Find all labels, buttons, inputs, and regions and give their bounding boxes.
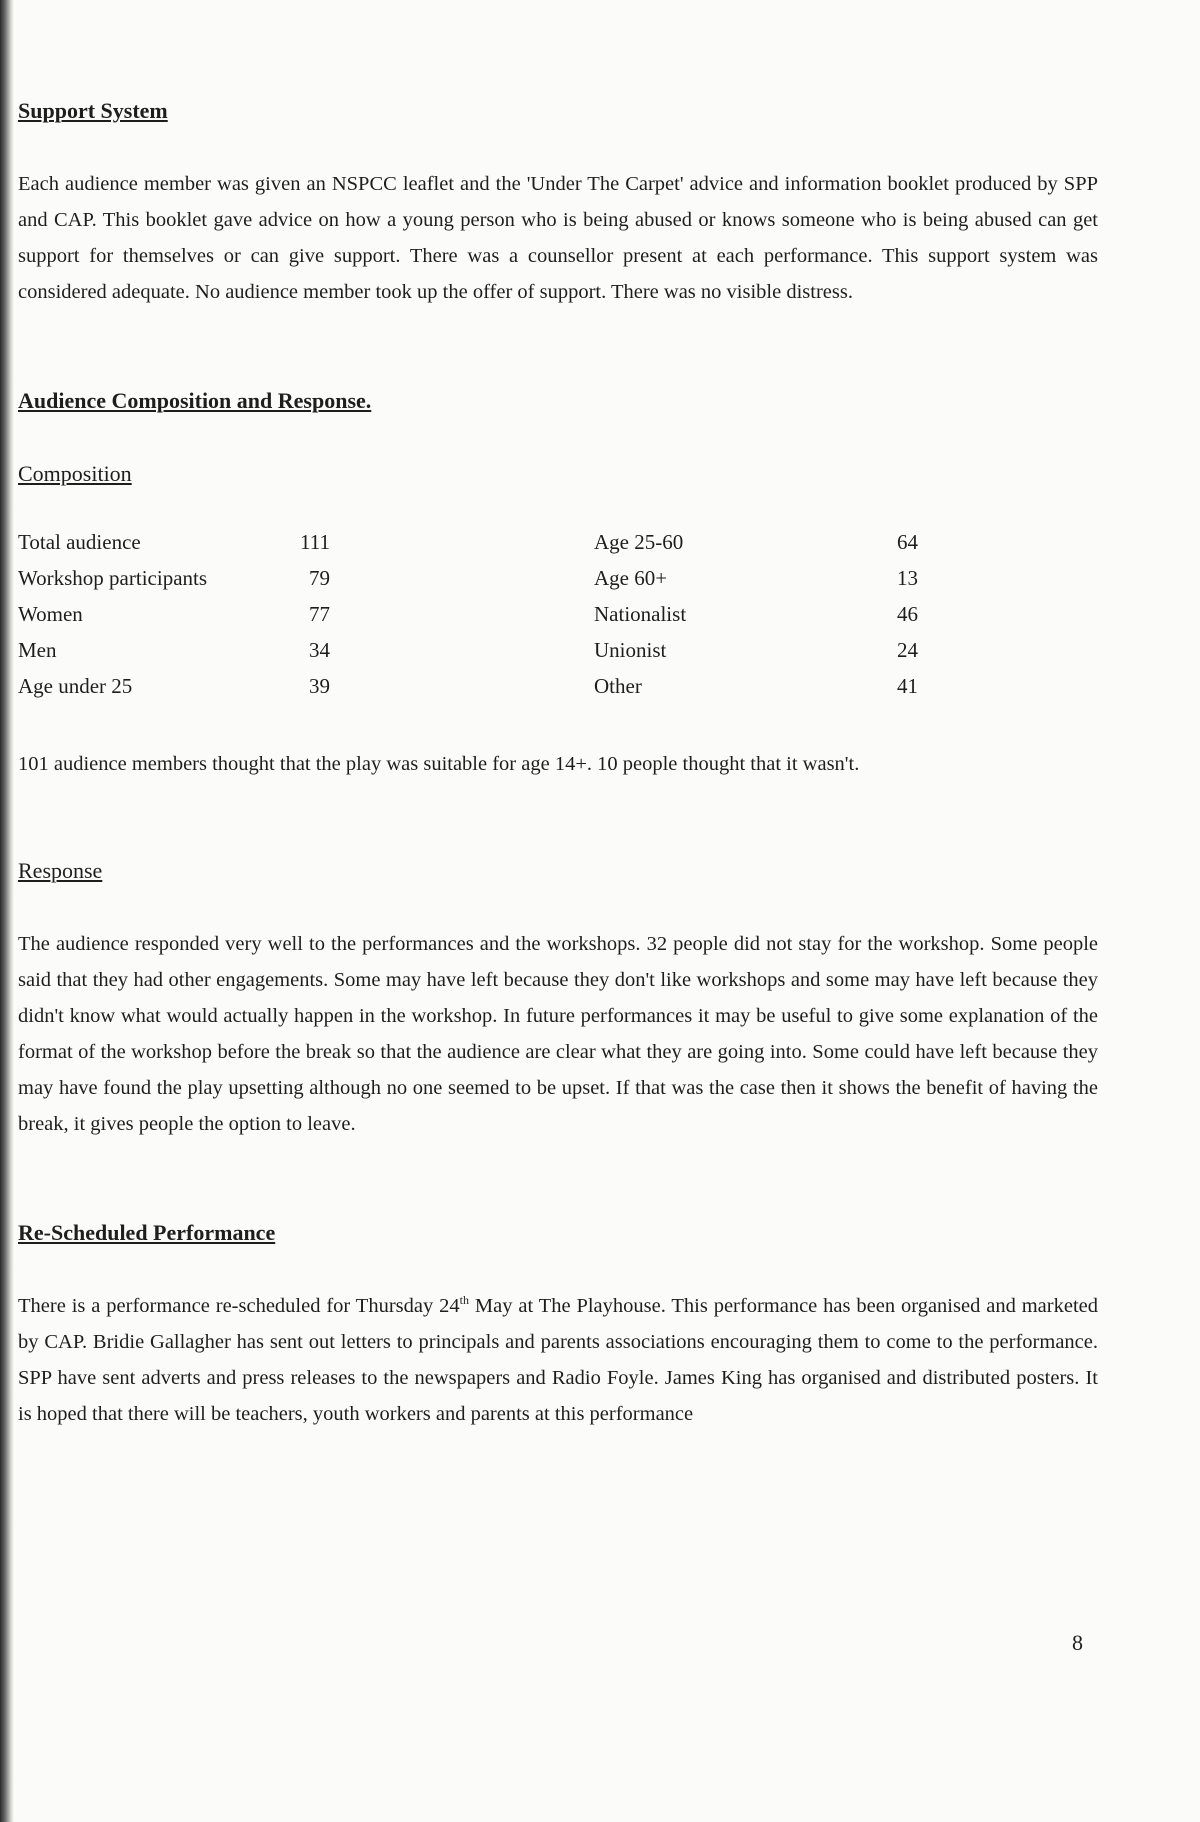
composition-value: 41 [897, 674, 918, 698]
response-paragraph: The audience responded very well to the performances and the workshops. 32 people did not stay for the workshop. Some people said that they had other engagements. Some may have left because they don't like workshops and some may have left because they didn't know what would actually happen in the workshop. In future performances it may be useful to give some explanation of the format of the workshop before the break so that the audience are clear what they are going into. Some could have left because they may have found the play upsetting although no one seemed to be upset. If that was the case then it shows the benefit of having the break, it gives people the option to leave. [18, 933, 1098, 1135]
composition-label: Total audience [18, 530, 141, 554]
composition-label: Age under 25 [18, 674, 133, 698]
composition-label: Men [18, 638, 57, 662]
composition-row [18, 668, 1018, 704]
composition-value: 34 [309, 638, 330, 662]
rescheduled-text-start: There is a performance re-scheduled for Thursday 24 [18, 1295, 460, 1317]
response-subheading: Response [18, 858, 103, 883]
composition-value: 77 [309, 602, 330, 626]
composition-table [18, 524, 1018, 704]
composition-subheading: Composition [18, 461, 132, 486]
composition-row [18, 596, 1018, 632]
composition-value: 111 [300, 530, 330, 554]
support-system-heading: Support System [18, 98, 168, 123]
composition-value: 24 [897, 638, 918, 662]
rescheduled-text-rest: May at The Playhouse. This performance has been organised and marketed by CAP. Bridie Gallagher has sent out letters to principals and parents associations encouraging them to come to the performance. SPP have sent adverts and press releases to the newspapers and Radio Foyle. James King has organised and distributed posters. It is hoped that there will be teachers, youth workers and parents at this performance [18, 1295, 1098, 1425]
composition-value: 64 [897, 530, 918, 554]
composition-label: Other [594, 674, 642, 698]
composition-label: Age 60+ [594, 566, 668, 590]
composition-value: 13 [897, 566, 918, 590]
suitability-note: 101 audience members thought that the play was suitable for age 14+. 10 people thought that it wasn't. [18, 753, 860, 775]
composition-value: 79 [309, 566, 330, 590]
page-number: 8 [1072, 1630, 1083, 1655]
audience-composition-heading: Audience Composition and Response. [18, 388, 372, 413]
composition-row [18, 632, 1018, 668]
support-system-paragraph: Each audience member was given an NSPCC leaflet and the 'Under The Carpet' advice and information booklet produced by SPP and CAP. This booklet gave advice on how a young person who is being abused or knows someone who is being abused can get support for themselves or can give support. There was a counsellor present at each performance. This support system was considered adequate. No audience member took up the offer of support. There was no visible distress. [18, 173, 1098, 303]
rescheduled-heading: Re-Scheduled Performance [18, 1220, 276, 1245]
ordinal-suffix: th [459, 1293, 469, 1308]
binding-shadow [0, 0, 14, 1822]
composition-value: 46 [897, 602, 918, 626]
composition-value: 39 [309, 674, 330, 698]
composition-label: Unionist [594, 638, 667, 662]
composition-label: Women [18, 602, 83, 626]
composition-row [18, 524, 1018, 560]
rescheduled-paragraph [18, 1288, 1098, 1432]
composition-row [18, 560, 1018, 596]
composition-label: Nationalist [594, 602, 687, 626]
composition-label: Workshop participants [18, 566, 208, 590]
composition-label: Age 25-60 [594, 530, 684, 554]
